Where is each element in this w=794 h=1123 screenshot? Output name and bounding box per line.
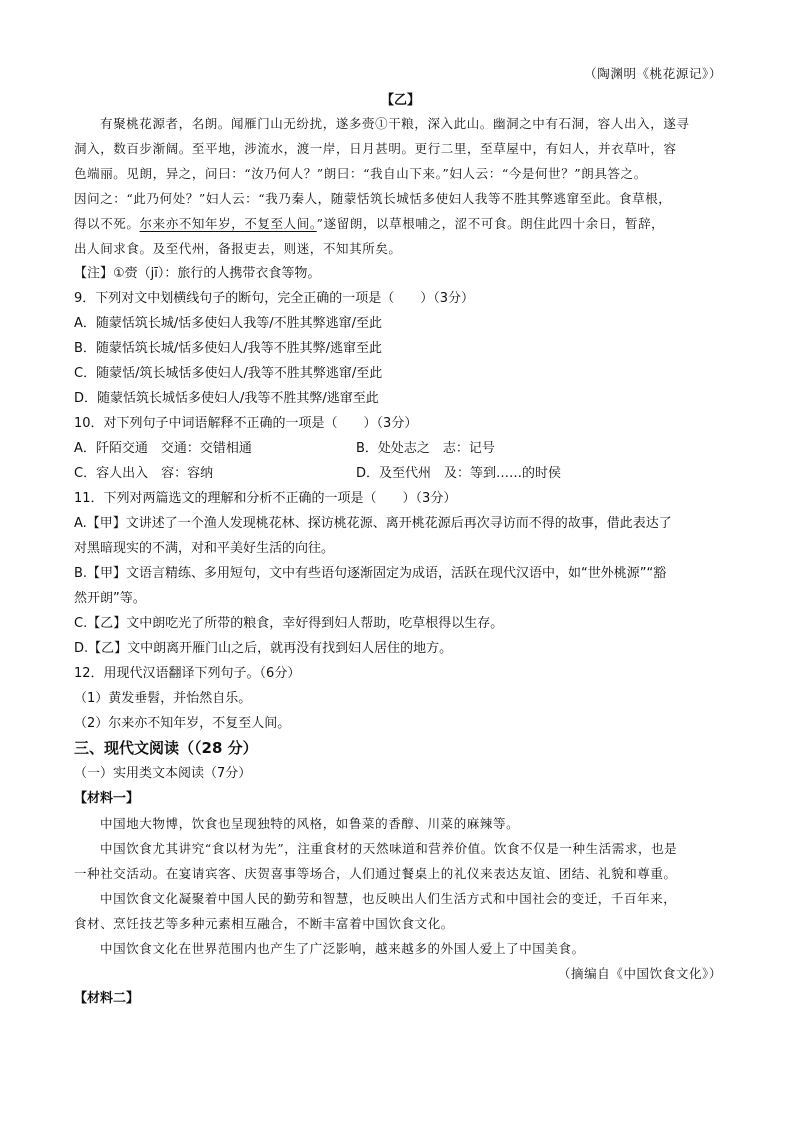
question-stem: 9．下列对文中划横线句子的断句，完全正确的一项是（ ）（3分） [74,291,475,306]
passage-yi-heading: 【乙】 [381,93,421,108]
material-line: 一种社交活动。在宴请宾客、庆贺喜事等场合，人们通过餐桌上的礼仪来表达友谊、团结、礼貌和尊重。 [74,866,677,881]
source-attribution-a: （陶渊明《桃花源记》） [584,66,722,81]
passage-line: 有聚桃花源者，名朗。闻雁门山无纷扰，遂多赍①干粮，深入此山。幽洞之中有石洞，容人出入，遂寻 [100,116,690,131]
option-b: B．随蒙恬筑长城/恬多使妇人/我等不胜其弊/逃窜至此 [74,341,383,356]
option-d: D．及至代州 及：等到……的时侯 [356,466,562,481]
option-c: C．随蒙恬/筑长城恬多使妇人/我等不胜其弊逃窜/至此 [74,366,383,381]
option-b-cont: 然开朗”等。 [74,591,146,606]
material-2-heading: 【材料二】 [74,991,140,1006]
section-3-subtitle: （一）实用类文本阅读（7分） [74,766,252,781]
material-line: 中国地大物博，饮食也呈现独特的风格，如鲁菜的香醇、川菜的麻辣等。 [100,816,520,831]
underlined-sentence: 尔来亦不知年岁，不复至人间。 [139,216,317,231]
section-3-title: 三、现代文阅读（（28 分） [74,739,258,757]
option-a: A．随蒙恬筑长城/恬多使妇人我等/不胜其弊逃窜/至此 [74,316,383,331]
material-1-heading: 【材料一】 [74,791,140,806]
option-d: D．随蒙恬筑长城恬多使妇人/我等不胜其弊/逃窜至此 [74,391,379,406]
option-b: B.【甲】文语言精练、多用短句，文中有些语句逐渐固定为成语，活跃在现代汉语中，如“世外桃源”“豁 [74,566,667,581]
material-line: 中国饮食文化在世界范围内也产生了广泛影响，越来越多的外国人爱上了中国美食。 [100,941,585,956]
passage-fragment: ”遂留朗，以草根哺之，涩不可食。朗住此四十余日，暂辞， [316,216,665,231]
option-a-cont: 对黑暗现实的不满，对和平美好生活的向往。 [74,541,335,556]
material-line: 食材、烹饪技艺等多种元素相互融合，不断丰富着中国饮食文化。 [74,916,454,931]
passage-line: 色端丽。见朗，异之，问曰：“汝乃何人？”朗曰：“我自山下来。”妇人云：“今是何世？”朗具答之。 [74,166,647,181]
passage-line: 洞入，数百步渐阔。至平地，涉流水，渡一岸，日月甚明。更行二里，至草屋中，有妇人，并衣草叶，容 [74,141,677,156]
sentence-2: （2）尔来亦不知年岁，不复至人间。 [74,716,291,731]
passage-note: 【注】①赍（jī）：旅行的人携带衣食等物。 [74,266,321,281]
passage-line: 出人间求食。及至代州，备报吏去，则迷，不知其所矣。 [74,241,402,256]
option-c: C.【乙】文中朗吃光了所带的粮食，幸好得到妇人帮助，吃草根得以生存。 [74,616,504,631]
material-line: 中国饮食文化凝聚着中国人民的勤劳和智慧，也反映出人们生活方式和中国社会的变迁，千百年来， [100,891,677,906]
question-stem: 11．下列对两篇选文的理解和分析不正确的一项是（ ）（3分） [74,491,457,506]
option-b: B．处处志之 志：记号 [356,441,495,456]
material-line: 中国饮食尤其讲究“食以材为先”，注重食材的天然味道和营养价值。饮食不仅是一种生活需求，也是 [100,841,678,856]
question-stem: 10．对下列句子中词语解释不正确的一项是（ ）（3分） [74,416,418,431]
material-1-source: （摘编自《中国饮食文化》） [557,966,722,981]
option-c: C．容人出入 容：容纳 [74,466,214,481]
passage-fragment: 得以不死。 [74,216,140,231]
option-d: D.【乙】文中朗离开雁门山之后，就再没有找到妇人居住的地方。 [74,641,453,656]
sentence-1: （1）黄发垂髫，并怡然自乐。 [74,691,252,706]
question-stem: 12．用现代汉语翻译下列句子。（6分） [74,666,301,681]
option-a: A.【甲】文讲述了一个渔人发现桃花林、探访桃花源、离开桃花源后再次寻访而不得的故事，借此表达了 [74,516,672,531]
passage-line [74,214,664,234]
passage-line: 因问之：“此乃何处？”妇人云：“我乃秦人，随蒙恬筑长城恬多使妇人我等不胜其弊逃窜至此。食草根， [74,191,672,206]
option-a: A．阡陌交通 交通：交错相通 [74,441,252,456]
